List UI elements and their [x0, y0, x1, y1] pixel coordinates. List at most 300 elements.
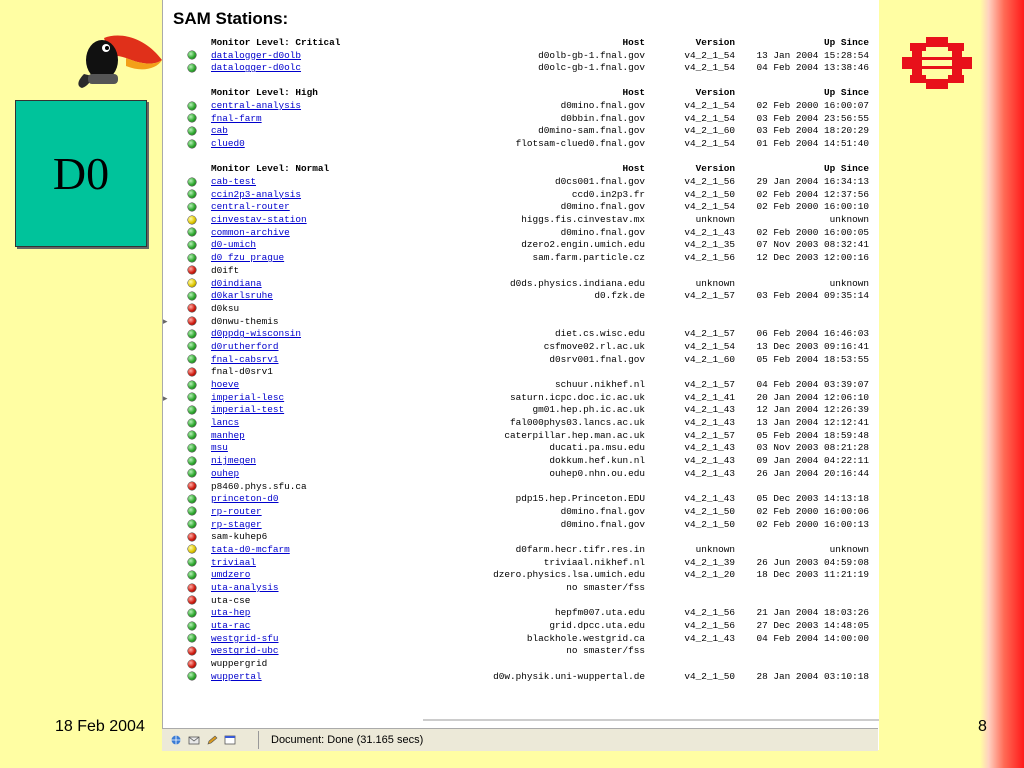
station-name-cell [211, 392, 445, 403]
station-link[interactable]: msu [211, 442, 228, 454]
status-green-icon [188, 140, 196, 148]
station-link[interactable]: central-router [211, 201, 290, 213]
footer-date: 18 Feb 2004 [55, 718, 145, 735]
station-host: d0bbin.fnal.gov [560, 112, 645, 124]
station-name-cell [211, 290, 445, 301]
station-link[interactable]: d0-umich [211, 239, 257, 251]
page-title: SAM Stations: [173, 9, 289, 28]
status-red-icon [188, 533, 196, 541]
status-cell [173, 317, 211, 325]
station-version: v4_2_1_43 [684, 417, 735, 429]
station-up-since: unknown [829, 214, 869, 226]
status-green-icon [188, 228, 196, 236]
station-link[interactable]: imperial-test [211, 404, 285, 416]
station-host: saturn.icpc.doc.ic.ac.uk [509, 391, 645, 403]
status-green-icon [188, 203, 196, 211]
station-row [173, 226, 873, 239]
station-name-cell [211, 430, 445, 441]
station-host: csfmove02.rl.ac.uk [543, 340, 645, 352]
station-row [173, 645, 873, 658]
station-up-since: 26 Jun 2003 04:59:08 [756, 556, 869, 568]
section-header-row [173, 87, 873, 100]
station-up-since: 13 Dec 2003 09:16:41 [756, 340, 869, 352]
station-name-cell [211, 366, 445, 377]
status-green-icon [188, 178, 196, 186]
page-number: 8 [978, 718, 987, 735]
status-cell [173, 203, 211, 211]
station-version: v4_2_1_41 [684, 391, 735, 403]
station-row [173, 353, 873, 366]
station-up-since: 04 Feb 2004 13:38:46 [756, 62, 869, 74]
station-host: d0cs001.fnal.gov [554, 176, 645, 188]
station-host: d0mino-sam.fnal.gov [538, 125, 645, 137]
status-cell [173, 64, 211, 72]
status-yellow-icon [188, 279, 196, 287]
status-cell [173, 127, 211, 135]
station-row [173, 632, 873, 645]
status-green-icon [188, 672, 196, 680]
status-yellow-icon [188, 545, 196, 553]
station-name-cell [211, 62, 445, 73]
status-cell [173, 393, 211, 401]
station-name-cell [211, 417, 445, 428]
station-version: unknown [695, 277, 735, 289]
status-cell [173, 609, 211, 617]
station-link[interactable]: datalogger-d0olb [211, 49, 302, 61]
status-green-icon [188, 469, 196, 477]
status-green-icon [188, 634, 196, 642]
station-up-since: 02 Feb 2000 16:00:06 [756, 505, 869, 517]
station-section [173, 36, 873, 74]
station-row [173, 543, 873, 556]
station-version: v4_2_1_56 [684, 620, 735, 632]
station-link[interactable]: d0rutherford [211, 340, 279, 352]
station-link[interactable]: tata-d0-mcfarm [211, 543, 290, 555]
station-host: sam.farm.particle.cz [532, 252, 645, 264]
station-up-since: 02 Feb 2000 16:00:10 [756, 201, 869, 213]
status-cell [173, 140, 211, 148]
status-cell [173, 368, 211, 376]
station-host: dzero.physics.lsa.umich.edu [493, 569, 645, 581]
station-version: unknown [695, 543, 735, 555]
fermilab-logo [902, 37, 972, 89]
station-version: v4_2_1_43 [684, 404, 735, 416]
station-host: d0w.physik.uni-wuppertal.de [493, 670, 645, 682]
status-cell [173, 533, 211, 541]
station-host: schuur.nikhef.nl [554, 379, 645, 391]
station-link[interactable]: d0indiana [211, 277, 262, 289]
station-row [173, 125, 873, 138]
station-host: pdp15.hep.Princeton.EDU [515, 493, 645, 505]
station-name-cell [211, 227, 445, 238]
station-row [173, 112, 873, 125]
status-green-icon [188, 355, 196, 363]
station-row [173, 657, 873, 670]
status-cell [173, 419, 211, 427]
station-up-since: 02 Feb 2000 16:00:05 [756, 226, 869, 238]
status-red-icon [188, 660, 196, 668]
column-header-version: Version [695, 87, 735, 99]
station-name-cell [211, 189, 445, 200]
status-red-icon [188, 647, 196, 655]
status-green-icon [188, 419, 196, 427]
station-row [173, 289, 873, 302]
station-name-cell [211, 404, 445, 415]
station-row [173, 327, 873, 340]
station-row [173, 49, 873, 62]
station-link[interactable]: rp-stager [211, 518, 262, 530]
station-up-since: 04 Feb 2004 14:00:00 [756, 632, 869, 644]
station-host: diet.cs.wisc.edu [554, 328, 645, 340]
station-row [173, 518, 873, 531]
station-link[interactable]: d0karlsruhe [211, 290, 273, 302]
station-version: v4_2_1_54 [684, 112, 735, 124]
station-up-since: 12 Dec 2003 12:00:16 [756, 252, 869, 264]
station-row [173, 607, 873, 620]
station-name-cell [211, 595, 445, 606]
station-host: no smaster/fss [566, 582, 645, 594]
station-host: caterpillar.hep.man.ac.uk [504, 429, 645, 441]
status-cell [173, 190, 211, 198]
sam-stations-page [173, 0, 873, 683]
status-cell [173, 342, 211, 350]
station-name-cell [211, 658, 445, 669]
frame-edge-arrow-icon: ▸ [163, 393, 168, 403]
column-header-up-since: Up Since [823, 36, 869, 48]
d0-label-box [15, 100, 147, 247]
station-name-cell [211, 645, 445, 656]
station-row [173, 137, 873, 150]
station-row [173, 556, 873, 569]
station-link[interactable]: westgrid-ubc [211, 645, 279, 657]
station-version: v4_2_1_50 [684, 188, 735, 200]
station-host: d0mino.fnal.gov [560, 226, 645, 238]
station-version: v4_2_1_60 [684, 353, 735, 365]
station-up-since: 03 Feb 2004 23:56:55 [756, 112, 869, 124]
station-row [173, 442, 873, 455]
station-version: v4_2_1_60 [684, 125, 735, 137]
status-cell [173, 406, 211, 414]
station-up-since: 13 Jan 2004 15:28:54 [756, 49, 869, 61]
station-link[interactable]: imperial-lesc [211, 391, 285, 403]
station-link[interactable]: datalogger-d0olc [211, 62, 302, 74]
station-host: dokkum.hef.kun.nl [549, 455, 645, 467]
station-link[interactable]: d0ppdg-wisconsin [211, 328, 302, 340]
station-row [173, 670, 873, 683]
status-green-icon [188, 431, 196, 439]
station-host: d0srv001.fnal.gov [549, 353, 645, 365]
station-link[interactable]: umdzero [211, 569, 251, 581]
status-cell [173, 330, 211, 338]
station-row [173, 61, 873, 74]
station-up-since: 07 Nov 2003 08:32:41 [756, 239, 869, 251]
station-up-since: 04 Feb 2004 03:39:07 [756, 379, 869, 391]
station-link[interactable]: central-analysis [211, 100, 302, 112]
station-row [173, 480, 873, 493]
status-cell [173, 520, 211, 528]
station-link[interactable]: ccin2p3-analysis [211, 188, 302, 200]
station-name-cell [211, 455, 445, 466]
status-cell [173, 596, 211, 604]
station-version: v4_2_1_56 [684, 607, 735, 619]
station-version: v4_2_1_56 [684, 252, 735, 264]
status-green-icon [188, 495, 196, 503]
status-cell [173, 545, 211, 553]
station-host: dzero2.engin.umich.edu [521, 239, 645, 251]
status-cell [173, 647, 211, 655]
station-name-cell [211, 506, 445, 517]
station-version: v4_2_1_54 [684, 340, 735, 352]
status-green-icon [188, 444, 196, 452]
status-green-icon [188, 190, 196, 198]
station-row [173, 188, 873, 201]
station-version: v4_2_1_35 [684, 239, 735, 251]
station-link[interactable]: manhep [211, 429, 245, 441]
station-up-since: 26 Jan 2004 20:16:44 [756, 467, 869, 479]
status-cell [173, 622, 211, 630]
status-green-icon [188, 558, 196, 566]
station-row [173, 277, 873, 290]
station-version: v4_2_1_43 [684, 455, 735, 467]
station-row [173, 366, 873, 379]
status-cell [173, 216, 211, 224]
station-name-cell [211, 481, 445, 492]
globe-icon[interactable] [170, 735, 182, 745]
station-name-cell [211, 201, 445, 212]
station-link[interactable]: triviaal [211, 556, 257, 568]
browser-icon[interactable] [224, 735, 236, 745]
station-up-since: 21 Jan 2004 18:03:26 [756, 607, 869, 619]
station-row [173, 416, 873, 429]
station-link[interactable]: clued0 [211, 138, 245, 150]
status-green-icon [188, 571, 196, 579]
d0-label: D0 [52, 148, 110, 199]
status-red-icon [188, 368, 196, 376]
status-green-icon [188, 406, 196, 414]
toucan-logo [74, 30, 164, 92]
status-cell [173, 495, 211, 503]
status-green-icon [188, 520, 196, 528]
section-header-row [173, 163, 873, 176]
station-up-since: 05 Dec 2003 14:13:18 [756, 493, 869, 505]
station-host: d0olc-gb-1.fnal.gov [538, 62, 645, 74]
station-row [173, 175, 873, 188]
mail-icon[interactable] [188, 735, 200, 745]
station-name-cell [211, 214, 445, 225]
station-name-cell [211, 519, 445, 530]
station-name: d0ift [211, 264, 240, 276]
station-host: d0olb-gb-1.fnal.gov [538, 49, 645, 61]
station-version: v4_2_1_57 [684, 379, 735, 391]
station-host: hepfm007.uta.edu [554, 607, 645, 619]
browser-content-area[interactable] [162, 0, 879, 750]
status-green-icon [188, 457, 196, 465]
status-cell [173, 634, 211, 642]
pen-icon[interactable] [206, 735, 218, 745]
station-name-cell [211, 138, 445, 149]
slide-right-gradient [980, 0, 1024, 768]
station-host: triviaal.nikhef.nl [543, 556, 645, 568]
column-header-version: Version [695, 36, 735, 48]
station-link[interactable]: nijmegen [211, 455, 257, 467]
status-cell [173, 482, 211, 490]
status-green-icon [188, 609, 196, 617]
station-up-since: 06 Feb 2004 16:46:03 [756, 328, 869, 340]
station-up-since: unknown [829, 277, 869, 289]
status-cell [173, 507, 211, 515]
station-version: v4_2_1_43 [684, 493, 735, 505]
status-cell [173, 304, 211, 312]
station-host: d0.fzk.de [594, 290, 645, 302]
status-cell [173, 571, 211, 579]
station-host: ccd0.in2p3.fr [571, 188, 645, 200]
station-link[interactable]: cab-test [211, 176, 257, 188]
station-up-since: 01 Feb 2004 14:51:40 [756, 138, 869, 150]
station-name: uta-cse [211, 594, 251, 606]
station-host: d0mino.fnal.gov [560, 518, 645, 530]
status-green-icon [188, 330, 196, 338]
status-cell [173, 444, 211, 452]
status-cell [173, 51, 211, 59]
station-link[interactable]: princeton-d0 [211, 493, 279, 505]
station-up-since: 03 Feb 2004 18:20:29 [756, 125, 869, 137]
column-header-up-since: Up Since [823, 87, 869, 99]
section-title: Monitor Level: High [211, 87, 318, 99]
station-host: d0mino.fnal.gov [560, 100, 645, 112]
station-version: v4_2_1_54 [684, 62, 735, 74]
station-name-cell [211, 569, 445, 580]
status-red-icon [188, 266, 196, 274]
station-name-cell [211, 544, 445, 555]
status-cell [173, 672, 211, 680]
station-name-cell [211, 493, 445, 504]
status-green-icon [188, 507, 196, 515]
station-up-since: 20 Jan 2004 12:06:10 [756, 391, 869, 403]
status-cell [173, 254, 211, 262]
station-name-cell [211, 125, 445, 136]
station-link[interactable]: uta-rac [211, 620, 251, 632]
station-name-cell [211, 252, 445, 263]
status-cell [173, 457, 211, 465]
status-cell [173, 102, 211, 110]
status-cell [173, 279, 211, 287]
station-host: d0mino.fnal.gov [560, 201, 645, 213]
station-version: unknown [695, 214, 735, 226]
station-name: fnal-d0srv1 [211, 366, 273, 378]
status-cell [173, 355, 211, 363]
station-name-cell [211, 176, 445, 187]
station-name-cell [211, 239, 445, 250]
station-link[interactable]: westgrid-sfu [211, 632, 279, 644]
station-row [173, 619, 873, 632]
status-cell [173, 558, 211, 566]
status-cell [173, 292, 211, 300]
station-version: v4_2_1_54 [684, 100, 735, 112]
station-host: gm01.hep.ph.ic.ac.uk [532, 404, 645, 416]
station-name: wuppergrid [211, 658, 268, 670]
station-row [173, 201, 873, 214]
station-row [173, 264, 873, 277]
status-cell [173, 178, 211, 186]
station-up-since: 13 Jan 2004 12:12:41 [756, 417, 869, 429]
station-name-cell [211, 354, 445, 365]
station-host: ouhep0.nhn.ou.edu [549, 467, 645, 479]
station-name-cell [211, 328, 445, 339]
station-row [173, 467, 873, 480]
column-header-version: Version [695, 163, 735, 175]
status-cell [173, 241, 211, 249]
browser-status-bar [162, 728, 878, 751]
station-name-cell [211, 531, 445, 542]
station-name-cell [211, 100, 445, 111]
frame-edge-arrow-icon: ▸ [163, 316, 168, 326]
station-link[interactable]: d0 fzu prague [211, 252, 285, 264]
station-name: p8460.phys.sfu.ca [211, 480, 307, 492]
station-row [173, 530, 873, 543]
station-link[interactable]: cab [211, 125, 228, 137]
station-link[interactable]: common-archive [211, 226, 290, 238]
status-green-icon [188, 114, 196, 122]
status-cell [173, 114, 211, 122]
section-title: Monitor Level: Normal [211, 163, 330, 175]
station-name-cell [211, 379, 445, 390]
section-header-row [173, 36, 873, 49]
station-name-cell [211, 620, 445, 631]
status-green-icon [188, 622, 196, 630]
station-link[interactable]: fnal-cabsrv1 [211, 353, 279, 365]
column-header-up-since: Up Since [823, 163, 869, 175]
station-link[interactable]: uta-analysis [211, 582, 279, 594]
status-cell [173, 381, 211, 389]
status-cell [173, 266, 211, 274]
station-up-since: 05 Feb 2004 18:53:55 [756, 353, 869, 365]
station-row [173, 251, 873, 264]
station-link[interactable]: rp-router [211, 505, 262, 517]
station-row [173, 581, 873, 594]
status-green-icon [188, 342, 196, 350]
station-section [173, 163, 873, 683]
station-name-cell [211, 303, 445, 314]
station-row [173, 315, 873, 328]
station-row [173, 302, 873, 315]
station-link[interactable]: fnal-farm [211, 112, 262, 124]
horizontal-scrollbar[interactable] [423, 719, 879, 721]
station-name-cell [211, 316, 445, 327]
station-link[interactable]: uta-hep [211, 607, 251, 619]
status-icons [162, 735, 258, 745]
station-name-cell [211, 468, 445, 479]
column-header-host: Host [622, 36, 645, 48]
station-up-since: 28 Jan 2004 03:10:18 [756, 670, 869, 682]
station-version: v4_2_1_43 [684, 632, 735, 644]
station-link[interactable]: cinvestav-station [211, 214, 307, 226]
status-text: Document: Done (31.165 secs) [258, 731, 423, 749]
station-row [173, 594, 873, 607]
status-cell [173, 469, 211, 477]
station-section [173, 87, 873, 150]
station-link[interactable]: lancs [211, 417, 240, 429]
station-name-cell [211, 557, 445, 568]
column-header-host: Host [622, 87, 645, 99]
station-link[interactable]: wuppertal [211, 670, 262, 682]
status-red-icon [188, 317, 196, 325]
station-host: flotsam-clued0.fnal.gov [515, 138, 645, 150]
station-row [173, 404, 873, 417]
station-link[interactable]: hoeve [211, 379, 240, 391]
station-link[interactable]: ouhep [211, 467, 240, 479]
status-green-icon [188, 51, 196, 59]
status-green-icon [188, 64, 196, 72]
